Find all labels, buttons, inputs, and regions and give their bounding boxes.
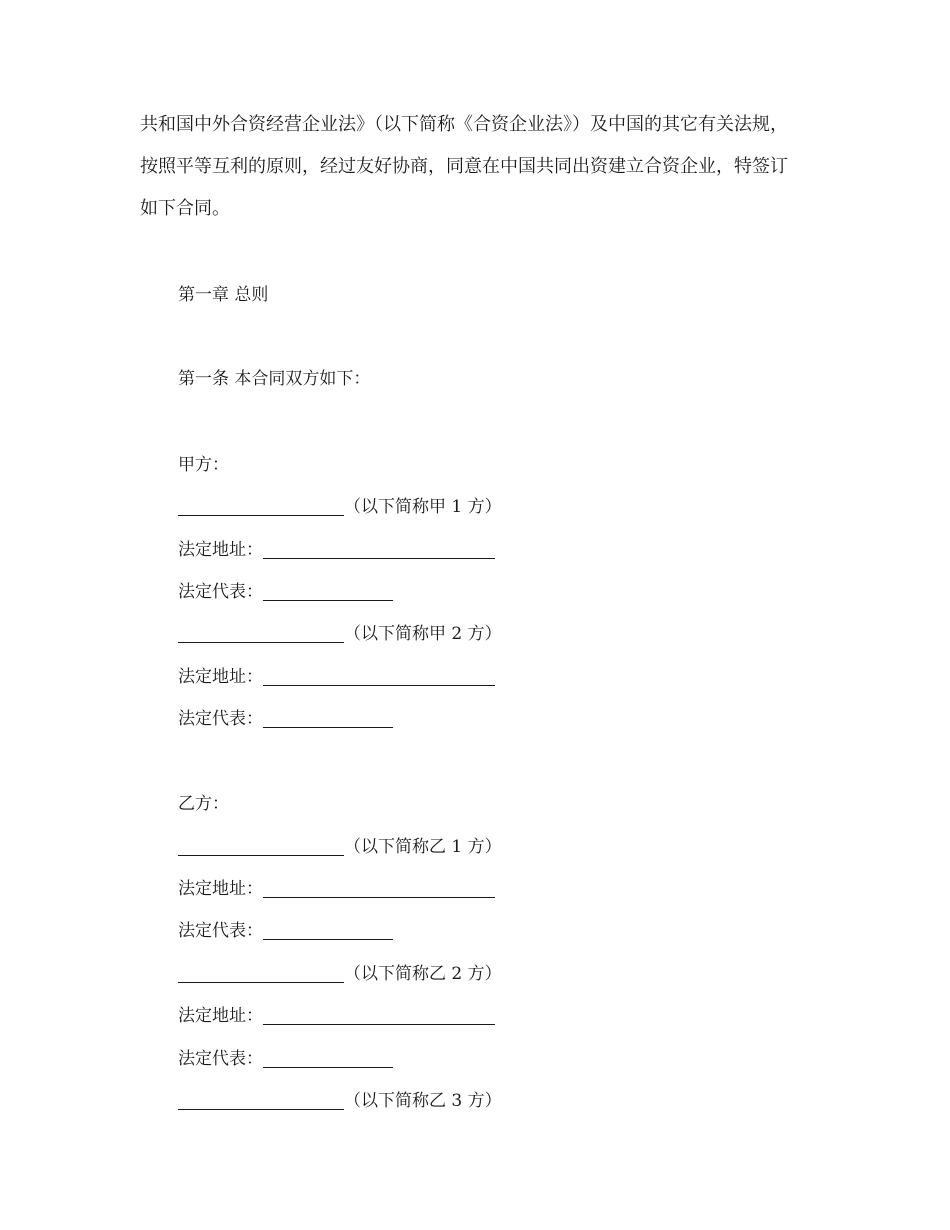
party-b2-alias: （以下简称乙 2 方） [344,964,502,984]
party-b1-name-blank[interactable] [178,837,344,856]
party-b1-name-row [178,834,502,860]
party-a2-name-blank[interactable] [178,624,344,643]
party-b2-rep-blank[interactable] [263,1049,393,1068]
party-b2-rep-label: 法定代表： [178,1049,263,1069]
intro-line-1: 共和国中外合资经营企业法》（以下简称《合资企业法》）及中国的其它有关法规， [140,114,788,135]
party-a1-name-row [178,494,502,520]
party-b3-alias: （以下简称乙 3 方） [344,1091,502,1111]
party-a2-alias: （以下简称甲 2 方） [344,624,502,644]
party-b1-rep-row [178,918,393,944]
party-b1-rep-blank[interactable] [263,921,393,940]
party-b3-name-blank[interactable] [178,1091,344,1110]
party-a2-address-row [178,664,495,690]
party-b2-rep-row [178,1046,393,1072]
party-a1-address-label: 法定地址： [178,540,263,560]
party-b1-rep-label: 法定代表： [178,921,263,941]
party-b2-address-blank[interactable] [263,1006,495,1025]
party-b1-address-blank[interactable] [263,879,495,898]
party-a2-rep-blank[interactable] [263,709,393,728]
party-a1-name-blank[interactable] [178,497,344,516]
party-a2-address-label: 法定地址： [178,667,263,687]
party-b2-name-row [178,961,502,987]
party-b2-address-row [178,1003,495,1029]
party-b3-name-row [178,1088,502,1114]
intro-line-3: 如下合同。 [140,198,230,219]
party-b1-alias: （以下简称乙 1 方） [344,837,502,857]
party-a2-rep-label: 法定代表： [178,709,263,729]
intro-paragraph [140,104,830,230]
party-a2-name-row [178,621,502,647]
intro-line-2: 按照平等互利的原则，经过友好协商，同意在中国共同出资建立合资企业，特签订 [140,156,788,177]
party-a1-address-row [178,537,495,563]
party-a2-address-blank[interactable] [263,667,495,686]
party-a1-rep-blank[interactable] [263,582,393,601]
party-a1-address-blank[interactable] [263,540,495,559]
party-b2-name-blank[interactable] [178,964,344,983]
party-a-heading: 甲方： [178,455,229,475]
party-a1-rep-label: 法定代表： [178,582,263,602]
party-b1-address-row [178,876,495,902]
party-a1-rep-row [178,579,393,605]
party-b2-address-label: 法定地址： [178,1006,263,1026]
chapter-heading: 第一章 总则 [178,285,269,305]
party-a2-rep-row [178,706,393,732]
party-b-heading: 乙方： [178,794,229,814]
article-heading: 第一条 本合同双方如下： [178,369,371,389]
party-a1-alias: （以下简称甲 1 方） [344,497,502,517]
party-b1-address-label: 法定地址： [178,879,263,899]
